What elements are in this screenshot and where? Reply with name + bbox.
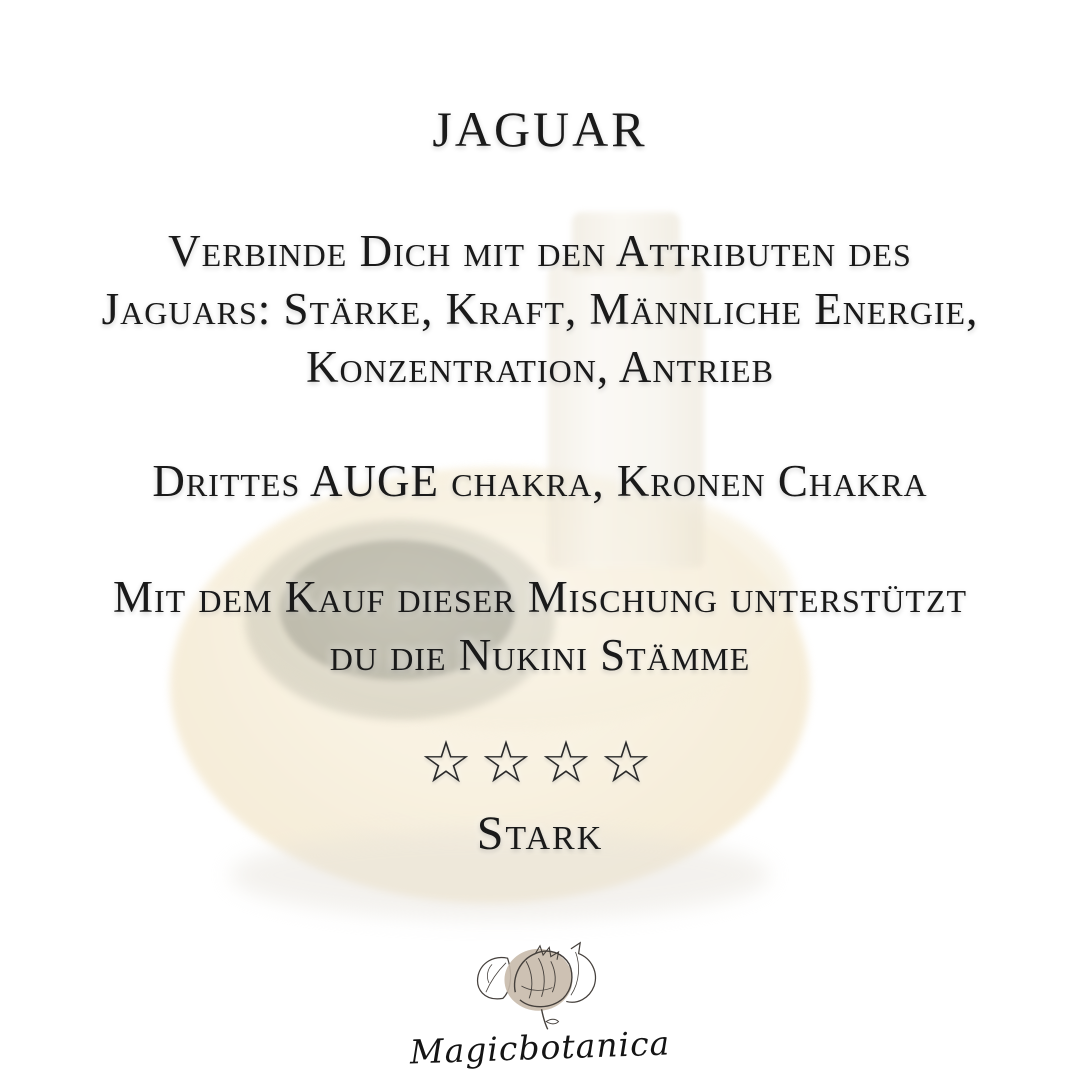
strength-rating-stars: ☆☆☆☆ [420, 728, 660, 796]
hedgehog-leaf-icon [455, 938, 625, 1034]
product-title: JAGUAR [432, 101, 648, 157]
paragraph-line: Verbinde Dich mit den Attributen des [168, 226, 912, 276]
chakra-paragraph [0, 452, 1080, 510]
paragraph-line: Konzentration, Antrieb [306, 342, 774, 392]
paragraph-line: Jaguars: Stärke, Kraft, Männliche Energie, [101, 284, 979, 334]
paragraph-line: Drittes AUGE chakra, Kronen Chakra [152, 456, 928, 506]
support-paragraph [0, 568, 1080, 684]
strength-label: Stark [476, 807, 604, 860]
brand-logo [0, 938, 1080, 1072]
brand-name: Magicbotanica [409, 1023, 671, 1072]
paragraph-line: du die Nukini Stämme [329, 630, 751, 680]
attributes-paragraph [0, 222, 1080, 396]
paragraph-line: Mit dem Kauf dieser Mischung unterstützt [112, 572, 968, 622]
